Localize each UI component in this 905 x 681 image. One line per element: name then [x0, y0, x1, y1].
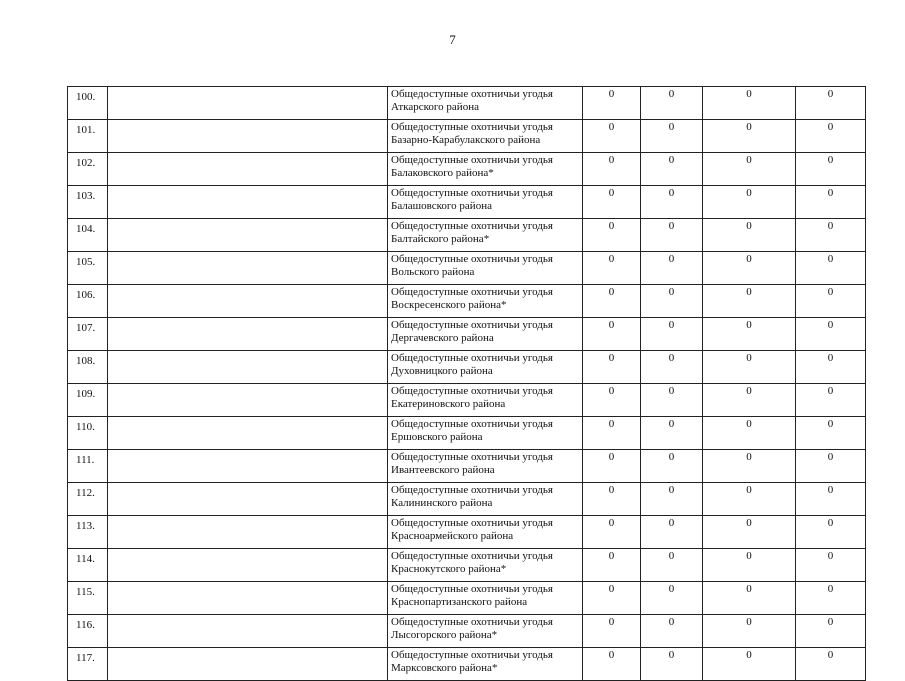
value-cell-2: 0 — [641, 648, 703, 681]
value-cell-4: 0 — [796, 615, 866, 648]
hunting-ground-name-line2: Воскресенского района* — [391, 299, 507, 311]
value-cell-4: 0 — [796, 351, 866, 384]
hunting-ground-name — [388, 186, 583, 219]
value-cell-4: 0 — [796, 450, 866, 483]
hunting-ground-name-line1: Общедоступные охотничьи угодья — [391, 583, 553, 595]
value-cell-2: 0 — [641, 219, 703, 252]
value-cell-3: 0 — [703, 318, 796, 351]
empty-cell — [108, 120, 388, 153]
value-cell-1: 0 — [583, 516, 641, 549]
hunting-ground-name — [388, 285, 583, 318]
value-cell-1: 0 — [583, 648, 641, 681]
value-cell-2: 0 — [641, 417, 703, 450]
value-cell-4: 0 — [796, 384, 866, 417]
value-cell-4: 0 — [796, 153, 866, 186]
hunting-ground-name — [388, 516, 583, 549]
value-cell-2: 0 — [641, 318, 703, 351]
hunting-ground-name-line2: Краснопартизанского района — [391, 596, 528, 608]
value-cell-4: 0 — [796, 417, 866, 450]
value-cell-4: 0 — [796, 252, 866, 285]
value-cell-4: 0 — [796, 549, 866, 582]
value-cell-2: 0 — [641, 351, 703, 384]
value-cell-2: 0 — [641, 516, 703, 549]
hunting-ground-name-line2: Духовницкого района — [391, 365, 493, 377]
empty-cell — [108, 549, 388, 582]
table-row — [68, 549, 866, 582]
value-cell-4: 0 — [796, 648, 866, 681]
hunting-ground-name-line2: Вольского района — [391, 266, 475, 278]
table-row — [68, 384, 866, 417]
row-number: 100. — [68, 87, 108, 120]
hunting-ground-name-line1: Общедоступные охотничьи угодья — [391, 253, 553, 265]
value-cell-3: 0 — [703, 648, 796, 681]
value-cell-3: 0 — [703, 252, 796, 285]
empty-cell — [108, 252, 388, 285]
empty-cell — [108, 384, 388, 417]
hunting-ground-name-line2: Аткарского района — [391, 101, 479, 113]
value-cell-2: 0 — [641, 582, 703, 615]
hunting-ground-name-line1: Общедоступные охотничьи угодья — [391, 88, 553, 100]
hunting-grounds-table — [67, 86, 866, 681]
hunting-ground-name — [388, 549, 583, 582]
value-cell-3: 0 — [703, 384, 796, 417]
value-cell-3: 0 — [703, 285, 796, 318]
empty-cell — [108, 186, 388, 219]
value-cell-1: 0 — [583, 120, 641, 153]
empty-cell — [108, 615, 388, 648]
hunting-ground-name — [388, 417, 583, 450]
hunting-ground-name-line2: Базарно-Карабулакского района — [391, 134, 541, 146]
value-cell-4: 0 — [796, 219, 866, 252]
hunting-ground-name-line1: Общедоступные охотничьи угодья — [391, 451, 553, 463]
table-row — [68, 615, 866, 648]
empty-cell — [108, 516, 388, 549]
empty-cell — [108, 450, 388, 483]
hunting-ground-name-line1: Общедоступные охотничьи угодья — [391, 121, 553, 133]
value-cell-3: 0 — [703, 219, 796, 252]
value-cell-2: 0 — [641, 384, 703, 417]
table-row — [68, 87, 866, 120]
hunting-ground-name-line1: Общедоступные охотничьи угодья — [391, 484, 553, 496]
hunting-ground-name-line2: Красноармейского района — [391, 530, 514, 542]
table-row — [68, 417, 866, 450]
value-cell-1: 0 — [583, 417, 641, 450]
value-cell-3: 0 — [703, 516, 796, 549]
value-cell-2: 0 — [641, 153, 703, 186]
table-row — [68, 219, 866, 252]
value-cell-4: 0 — [796, 483, 866, 516]
row-number: 111. — [68, 450, 108, 483]
value-cell-4: 0 — [796, 120, 866, 153]
row-number: 117. — [68, 648, 108, 681]
hunting-ground-name — [388, 120, 583, 153]
hunting-ground-name — [388, 318, 583, 351]
value-cell-1: 0 — [583, 87, 641, 120]
hunting-ground-name-line1: Общедоступные охотничьи угодья — [391, 319, 553, 331]
value-cell-3: 0 — [703, 549, 796, 582]
row-number: 112. — [68, 483, 108, 516]
table-row — [68, 186, 866, 219]
empty-cell — [108, 285, 388, 318]
row-number: 109. — [68, 384, 108, 417]
empty-cell — [108, 87, 388, 120]
hunting-ground-name — [388, 648, 583, 681]
row-number: 115. — [68, 582, 108, 615]
empty-cell — [108, 153, 388, 186]
empty-cell — [108, 219, 388, 252]
value-cell-1: 0 — [583, 483, 641, 516]
hunting-ground-name-line2: Балаковского района* — [391, 167, 494, 179]
table-row — [68, 153, 866, 186]
value-cell-1: 0 — [583, 582, 641, 615]
hunting-ground-name — [388, 450, 583, 483]
value-cell-1: 0 — [583, 549, 641, 582]
value-cell-4: 0 — [796, 516, 866, 549]
table-row — [68, 318, 866, 351]
table-row — [68, 120, 866, 153]
row-number: 104. — [68, 219, 108, 252]
hunting-ground-name — [388, 615, 583, 648]
hunting-ground-name-line1: Общедоступные охотничьи угодья — [391, 517, 553, 529]
hunting-ground-name-line2: Балашовского района — [391, 200, 492, 212]
value-cell-3: 0 — [703, 417, 796, 450]
value-cell-2: 0 — [641, 87, 703, 120]
empty-cell — [108, 318, 388, 351]
value-cell-1: 0 — [583, 186, 641, 219]
hunting-ground-name-line2: Ершовского района — [391, 431, 483, 443]
row-number: 107. — [68, 318, 108, 351]
value-cell-2: 0 — [641, 615, 703, 648]
value-cell-4: 0 — [796, 318, 866, 351]
row-number: 101. — [68, 120, 108, 153]
value-cell-3: 0 — [703, 450, 796, 483]
table-row — [68, 351, 866, 384]
value-cell-1: 0 — [583, 384, 641, 417]
row-number: 105. — [68, 252, 108, 285]
value-cell-4: 0 — [796, 285, 866, 318]
value-cell-1: 0 — [583, 318, 641, 351]
value-cell-1: 0 — [583, 252, 641, 285]
value-cell-2: 0 — [641, 285, 703, 318]
hunting-ground-name-line1: Общедоступные охотничьи угодья — [391, 187, 553, 199]
hunting-ground-name-line2: Краснокутского района* — [391, 563, 507, 575]
value-cell-2: 0 — [641, 450, 703, 483]
table-row — [68, 516, 866, 549]
empty-cell — [108, 417, 388, 450]
value-cell-1: 0 — [583, 450, 641, 483]
value-cell-3: 0 — [703, 153, 796, 186]
value-cell-4: 0 — [796, 87, 866, 120]
value-cell-2: 0 — [641, 186, 703, 219]
value-cell-1: 0 — [583, 153, 641, 186]
value-cell-3: 0 — [703, 186, 796, 219]
row-number: 108. — [68, 351, 108, 384]
hunting-ground-name — [388, 483, 583, 516]
hunting-ground-name-line1: Общедоступные охотничьи угодья — [391, 418, 553, 430]
page-number: 7 — [449, 32, 456, 47]
empty-cell — [108, 483, 388, 516]
hunting-ground-name — [388, 582, 583, 615]
empty-cell — [108, 582, 388, 615]
value-cell-1: 0 — [583, 615, 641, 648]
hunting-ground-name-line1: Общедоступные охотничьи угодья — [391, 352, 553, 364]
hunting-ground-name-line2: Ивантеевского района — [391, 464, 495, 476]
hunting-ground-name-line2: Екатериновского района — [391, 398, 506, 410]
hunting-ground-name-line1: Общедоступные охотничьи угодья — [391, 220, 553, 232]
hunting-ground-name-line2: Марксовского района* — [391, 662, 498, 674]
empty-cell — [108, 351, 388, 384]
value-cell-2: 0 — [641, 120, 703, 153]
hunting-ground-name-line2: Калининского района — [391, 497, 493, 509]
hunting-ground-name — [388, 252, 583, 285]
value-cell-2: 0 — [641, 252, 703, 285]
row-number: 103. — [68, 186, 108, 219]
hunting-ground-name — [388, 351, 583, 384]
value-cell-2: 0 — [641, 483, 703, 516]
row-number: 116. — [68, 615, 108, 648]
hunting-ground-name-line1: Общедоступные охотничьи угодья — [391, 385, 553, 397]
row-number: 110. — [68, 417, 108, 450]
hunting-ground-name — [388, 153, 583, 186]
hunting-ground-name-line1: Общедоступные охотничьи угодья — [391, 154, 553, 166]
hunting-ground-name-line1: Общедоступные охотничьи угодья — [391, 649, 553, 661]
table-row — [68, 450, 866, 483]
table-row — [68, 483, 866, 516]
hunting-ground-name-line2: Дергачевского района — [391, 332, 494, 344]
value-cell-2: 0 — [641, 549, 703, 582]
hunting-ground-name-line1: Общедоступные охотничьи угодья — [391, 286, 553, 298]
value-cell-3: 0 — [703, 615, 796, 648]
table-row — [68, 285, 866, 318]
value-cell-4: 0 — [796, 582, 866, 615]
value-cell-1: 0 — [583, 285, 641, 318]
value-cell-3: 0 — [703, 351, 796, 384]
table-row — [68, 582, 866, 615]
hunting-ground-name-line2: Лысогорского района* — [391, 629, 498, 641]
hunting-ground-name-line1: Общедоступные охотничьи угодья — [391, 616, 553, 628]
row-number: 114. — [68, 549, 108, 582]
hunting-ground-name — [388, 219, 583, 252]
hunting-ground-name — [388, 384, 583, 417]
value-cell-4: 0 — [796, 186, 866, 219]
table-row — [68, 648, 866, 681]
hunting-ground-name — [388, 87, 583, 120]
value-cell-3: 0 — [703, 87, 796, 120]
row-number: 106. — [68, 285, 108, 318]
value-cell-3: 0 — [703, 120, 796, 153]
value-cell-1: 0 — [583, 351, 641, 384]
table-row — [68, 252, 866, 285]
value-cell-1: 0 — [583, 219, 641, 252]
hunting-ground-name-line1: Общедоступные охотничьи угодья — [391, 550, 553, 562]
hunting-ground-name-line2: Балтайского района* — [391, 233, 490, 245]
empty-cell — [108, 648, 388, 681]
table-body — [68, 87, 866, 681]
value-cell-3: 0 — [703, 582, 796, 615]
row-number: 102. — [68, 153, 108, 186]
row-number: 113. — [68, 516, 108, 549]
value-cell-3: 0 — [703, 483, 796, 516]
